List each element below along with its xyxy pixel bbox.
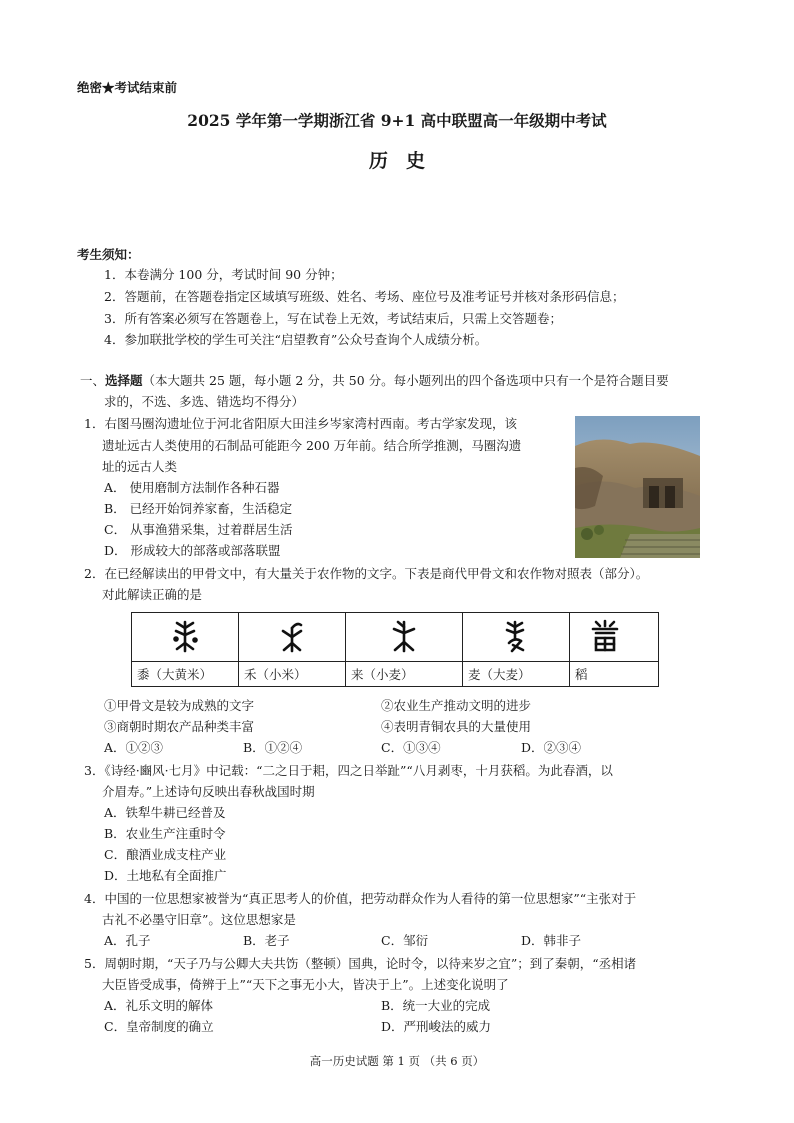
- note-item: 1．本卷满分 100 分，考试时间 90 分钟；: [104, 267, 343, 282]
- q3-option-b: B．农业生产注重时令: [104, 826, 226, 841]
- crop-label-dao: 稻: [570, 662, 659, 687]
- q2-stem-cont: 对此解读正确的是: [102, 587, 203, 602]
- q2-statement: ②农业生产推动文明的进步: [381, 698, 532, 713]
- section-heading: [80, 372, 669, 390]
- q2-statement: ④表明青铜农具的大量使用: [381, 719, 532, 734]
- q2-option-c: C．①③④: [381, 740, 441, 755]
- page-footer: 高一历史试题 第 1 页 （共 6 页）: [309, 1054, 485, 1068]
- q1-option-c: C． 从事渔猎采集，过着群居生活: [104, 522, 293, 537]
- subject-title: 历史: [368, 150, 443, 172]
- q5-stem: 5．周朝时期，“天子乃与公卿大夫共饬（整顿）国典，论时令，以待来岁之宜”；到了秦朝，“丞相诸: [84, 956, 637, 971]
- glyph-row: [132, 613, 659, 662]
- q5-option-a: A．礼乐文明的解体: [104, 998, 214, 1013]
- site-photo: [575, 416, 700, 558]
- section-instructions: （本大题共 25 题，每小题 2 分，共 50 分。每小题列出的四个备选项中只有一个是符合题目要: [142, 373, 669, 388]
- q2-option-b: B．①②④: [243, 740, 303, 755]
- q1-option-b: B． 已经开始饲养家畜，生活稳定: [104, 501, 293, 516]
- oracle-glyph-mai: [463, 613, 570, 662]
- exam-title: 2025 学年第一学期浙江省 9+1 高中联盟高一年级期中考试: [187, 111, 607, 130]
- q3-option-c: C．酿酒业成支柱产业: [104, 847, 227, 862]
- label-row: [132, 662, 659, 687]
- q4-option-a: A．孔子: [104, 933, 151, 948]
- section-prefix: 一、: [80, 373, 106, 388]
- q4-option-b: B．老子: [243, 933, 290, 948]
- q1-stem-cont: 址的远古人类: [102, 459, 178, 474]
- q5-option-c: C．皇帝制度的确立: [104, 1019, 214, 1034]
- q3-stem: 3．《诗经·豳风·七月》中记载：“二之日于耜，四之日举趾”“八月剥枣，十月获稻。为此春酒，以: [84, 763, 613, 778]
- note-item: 2．答题前，在答题卷指定区域填写班级、姓名、考场、座位号及准考证号并核对条形码信息；: [104, 289, 625, 304]
- q3-option-d: D．土地私有全面推广: [104, 868, 227, 883]
- section-instructions-cont: 求的，不选、多选、错选均不得分）: [104, 394, 305, 409]
- oracle-glyph-lai: [346, 613, 463, 662]
- q2-stem: 2．在已经解读出的甲骨文中，有大量关于农作物的文字。下表是商代甲骨文和农作物对照表（部分）。: [84, 566, 649, 581]
- q2-statement: ③商朝时期农产品种类丰富: [104, 719, 255, 734]
- oracle-glyph-dao: [570, 613, 659, 662]
- q3-stem-cont: 介眉寿。”上述诗句反映出春秋战国时期: [102, 784, 315, 799]
- q4-stem-cont: 古礼不必墨守旧章”。这位思想家是: [102, 912, 296, 927]
- q2-option-d: D．②③④: [521, 740, 582, 755]
- section-name: 选择题: [105, 373, 143, 388]
- q1-stem-cont: 遗址远古人类使用的石制品可能距今 200 万年前。结合所学推测，马圈沟遗: [102, 438, 522, 453]
- q4-option-c: C．邹衍: [381, 933, 429, 948]
- crop-label-shu: 黍（大黄米）: [132, 662, 239, 687]
- note-item: 4．参加联批学校的学生可关注“启望教育”公众号查询个人成绩分析。: [104, 332, 488, 347]
- crop-label-lai: 来（小麦）: [346, 662, 463, 687]
- q4-option-d: D．韩非子: [521, 933, 582, 948]
- confidential-mark: 绝密★考试结束前: [77, 80, 178, 95]
- note-item: 3．所有答案必须写在答题卷上，写在试卷上无效，考试结束后，只需上交答题卷；: [104, 311, 562, 326]
- q2-statement: ①甲骨文是较为成熟的文字: [104, 698, 255, 713]
- oracle-bone-table: [131, 612, 659, 687]
- q5-option-b: B．统一大业的完成: [381, 998, 491, 1013]
- q1-option-d: D． 形成较大的部落或部落联盟: [104, 543, 281, 558]
- q1-stem: 1．右图马圈沟遗址位于河北省阳原大田洼乡岑家湾村西南。考古学家发现，该: [84, 416, 517, 431]
- q2-option-a: A．①②③: [104, 740, 164, 755]
- oracle-glyph-he: [239, 613, 346, 662]
- oracle-glyph-shu: [132, 613, 239, 662]
- q4-stem: 4．中国的一位思想家被誉为“真正思考人的价值，把劳动群众作为人看待的第一位思想家”“主张对于: [84, 891, 637, 906]
- notes-heading: 考生须知：: [77, 247, 140, 262]
- q3-option-a: A．铁犁牛耕已经普及: [104, 805, 226, 820]
- q5-stem-cont: 大臣皆受成事，倚辨于上”“天下之事无小大，皆决于上”。上述变化说明了: [102, 977, 509, 992]
- q5-option-d: D．严刑峻法的威力: [381, 1019, 492, 1034]
- crop-label-he: 禾（小米）: [239, 662, 346, 687]
- q1-option-a: A． 使用磨制方法制作各种石器: [104, 480, 280, 495]
- crop-label-mai: 麦（大麦）: [463, 662, 570, 687]
